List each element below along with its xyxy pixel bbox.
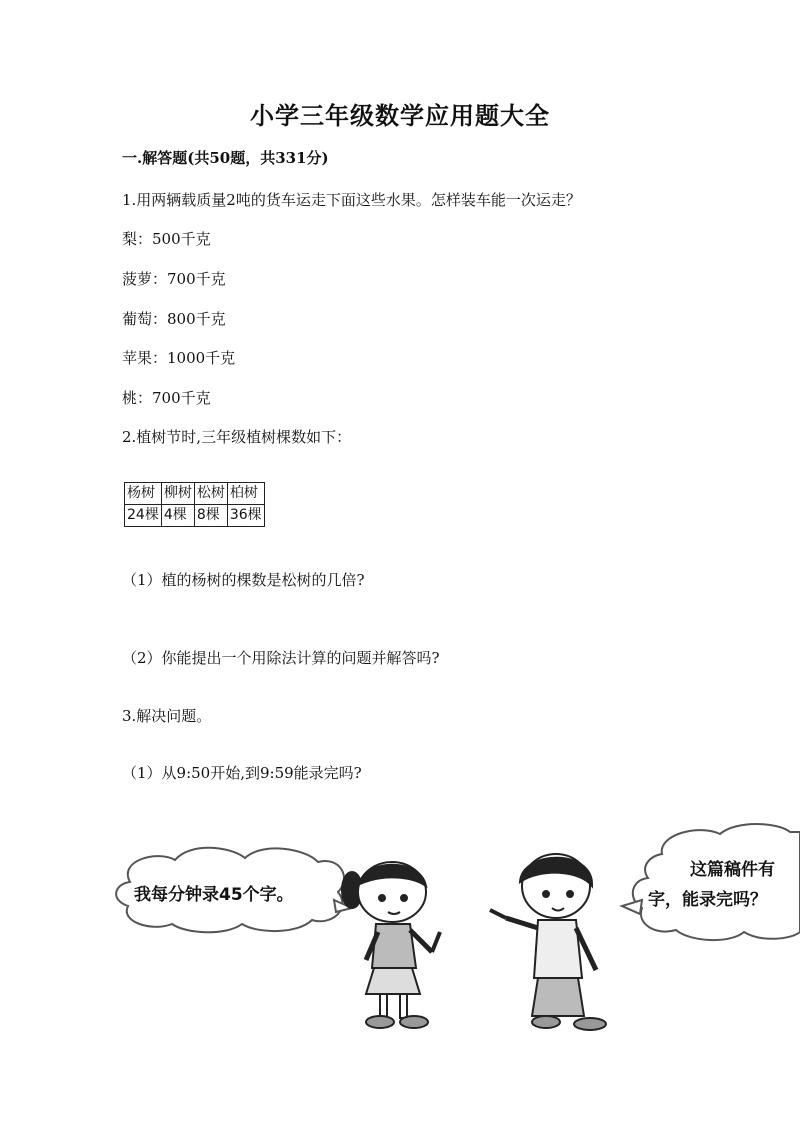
fruit-item-grape: 葡萄：800千克 bbox=[122, 310, 226, 328]
table-row bbox=[125, 505, 265, 527]
question-2-text: 2.植树节时,三年级植树棵数如下： bbox=[122, 428, 352, 446]
fruit-item-pear: 梨：500千克 bbox=[122, 230, 211, 248]
table-header-cell: 杨树 bbox=[125, 483, 162, 505]
fruit-item-apple: 苹果：1000千克 bbox=[122, 349, 236, 367]
question-1-text: 1.用两辆载质量2吨的货车运走下面这些水果。怎样装车能一次运走？ bbox=[122, 191, 581, 209]
bubble-right-line2: 字，能录完吗？ bbox=[648, 890, 767, 910]
boy-illustration bbox=[490, 854, 606, 1030]
section-heading: 一.解答题(共50题，共331分) bbox=[122, 149, 329, 167]
bubble-left-text: 我每分钟录45个字。 bbox=[134, 885, 294, 905]
table-header-cell: 松树 bbox=[194, 483, 227, 505]
question-2-sub-1: （1）植的杨树的棵数是松树的几倍? bbox=[122, 571, 365, 589]
fruit-item-peach: 桃：700千克 bbox=[122, 389, 211, 407]
page-title: 小学三年级数学应用题大全 bbox=[250, 101, 550, 130]
table-header-cell: 柏树 bbox=[227, 483, 264, 505]
speech-bubble-left bbox=[116, 848, 352, 933]
table-header-row bbox=[125, 483, 265, 505]
table-cell: 24棵 bbox=[125, 505, 162, 527]
bubble-right-line1: 这篇稿件有 bbox=[690, 860, 775, 880]
question-3-text: 3.解决问题。 bbox=[122, 707, 212, 725]
tree-count-table bbox=[124, 482, 265, 527]
fruit-item-pineapple: 菠萝：700千克 bbox=[122, 270, 226, 288]
table-header-cell: 柳树 bbox=[161, 483, 194, 505]
question-3-sub-1: （1）从9:50开始,到9:59能录完吗? bbox=[122, 764, 362, 782]
table-cell: 8棵 bbox=[194, 505, 227, 527]
girl-illustration bbox=[342, 862, 440, 1028]
question-2-sub-2: （2）你能提出一个用除法计算的问题并解答吗? bbox=[122, 649, 440, 667]
speech-bubble-right bbox=[622, 824, 800, 940]
table-cell: 36棵 bbox=[227, 505, 264, 527]
table-cell: 4棵 bbox=[161, 505, 194, 527]
illustration-scene bbox=[0, 820, 800, 1050]
